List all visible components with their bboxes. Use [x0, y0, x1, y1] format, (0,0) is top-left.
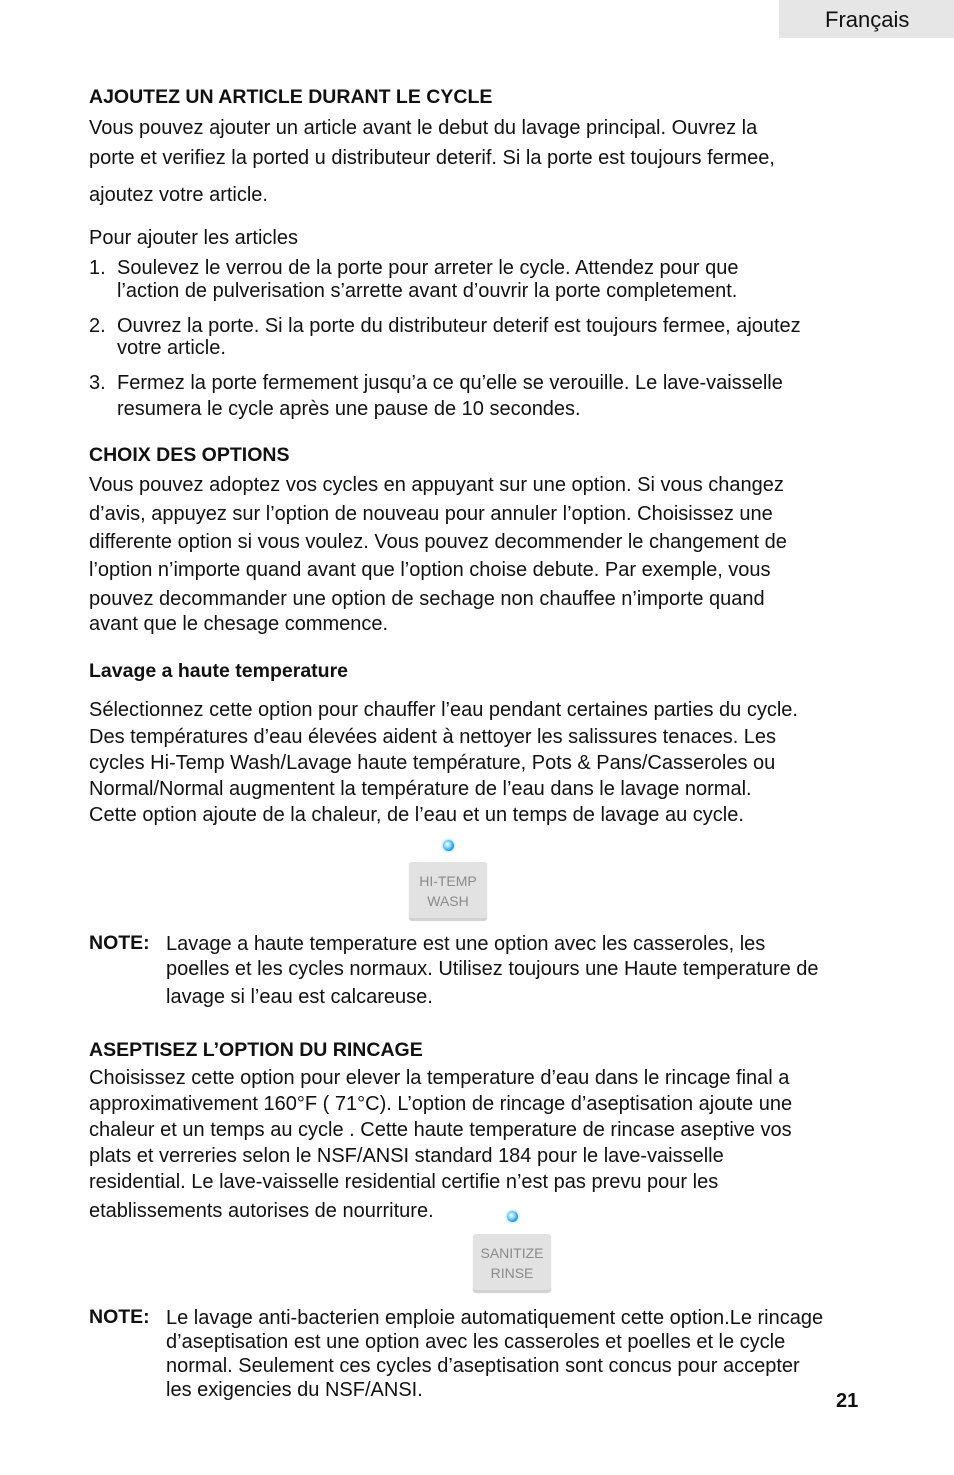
paragraph-line: cycles Hi-Temp Wash/Lavage haute température, Pots & Pans/Casseroles ou	[89, 752, 776, 774]
paragraph-line: porte et verifiez la ported u distributeur deterif. Si la porte est toujours fermee,	[89, 147, 775, 169]
button-label-line: SANITIZE	[480, 1245, 544, 1261]
note-line: Le lavage anti-bacterien emploie automatiquement cette option.Le rincage	[166, 1307, 824, 1329]
language-tab: Français	[779, 0, 954, 38]
page-number: 21	[836, 1390, 859, 1412]
paragraph-line: chaleur et un temps au cycle . Cette haute temperature de rincase aseptive vos	[89, 1119, 792, 1141]
note-label: NOTE:	[89, 1306, 150, 1328]
button-label-line: RINSE	[490, 1265, 534, 1281]
paragraph-line: Vous pouvez adoptez vos cycles en appuyant sur une option. Si vous changez	[89, 474, 784, 496]
paragraph-line: Cette option ajoute de la chaleur, de l’eau et un temps de lavage au cycle.	[89, 804, 744, 826]
note-line: les exigencies du NSF/ANSI.	[166, 1379, 423, 1401]
indicator-led-icon	[443, 840, 454, 851]
step-line: l’action de pulverisation s’arrette avant d’ouvrir la porte completement.	[117, 280, 738, 302]
section-title-add-item: AJOUTEZ UN ARTICLE DURANT LE CYCLE	[89, 86, 493, 108]
note-label: NOTE:	[89, 932, 150, 954]
paragraph-line: Choisissez cette option pour elever la temperature d’eau dans le rincage final a	[89, 1067, 790, 1089]
paragraph-line: Des températures d’eau élevées aident à nettoyer les salissures tenaces. Les	[89, 726, 777, 748]
step-line: Soulevez le verrou de la porte pour arreter le cycle. Attendez pour que	[117, 257, 739, 279]
steps-intro: Pour ajouter les articles	[89, 227, 298, 249]
paragraph-line: Sélectionnez cette option pour chauffer l’eau pendant certaines parties du cycle.	[89, 699, 798, 721]
paragraph-line: d’avis, appuyez sur l’option de nouveau pour annuler l’option. Choisissez une	[89, 503, 773, 525]
note-line: poelles et les cycles normaux. Utilisez toujours une Haute temperature de	[166, 958, 819, 980]
paragraph-line: plats et verreries selon le NSF/ANSI standard 184 pour le lave-vaisselle	[89, 1145, 724, 1167]
paragraph-line: etablissements autorises de nourriture.	[89, 1200, 434, 1222]
paragraph-line: l’option n’importe quand avant que l’option choise debute. Par exemple, vous	[89, 559, 771, 581]
section-title-options: CHOIX DES OPTIONS	[89, 444, 290, 466]
note-line: lavage si l’eau est calcareuse.	[166, 986, 433, 1008]
indicator-led-icon	[507, 1211, 518, 1222]
section-title-hi-temp: Lavage a haute temperature	[89, 660, 349, 682]
paragraph-line: avant que le chesage commence.	[89, 613, 389, 635]
paragraph-line: pouvez decommander une option de sechage non chauffee n’importe quand	[89, 588, 765, 610]
step-number: 2.	[89, 315, 106, 337]
sanitize-rinse-button[interactable]	[473, 1234, 551, 1292]
note-line: normal. Seulement ces cycles d’aseptisation sont concus pour accepter	[166, 1355, 800, 1377]
button-label-line: WASH	[427, 893, 469, 909]
hi-temp-wash-button[interactable]	[409, 862, 487, 920]
paragraph-line: residential. Le lave-vaisselle residential certifie n’est pas prevu pour les	[89, 1171, 719, 1193]
step-line: Fermez la porte fermement jusqu’a ce qu’elle se verouille. Le lave-vaisselle	[117, 372, 783, 394]
button-label-line: HI-TEMP	[419, 873, 477, 889]
section-title-sanitize: ASEPTISEZ L’OPTION DU RINCAGE	[89, 1039, 423, 1061]
note-line: d’aseptisation est une option avec les casseroles et poelles et le cycle	[166, 1331, 786, 1353]
step-number: 3.	[89, 372, 106, 394]
step-line: Ouvrez la porte. Si la porte du distributeur deterif est toujours fermee, ajoutez	[117, 315, 801, 337]
note-line: Lavage a haute temperature est une option avec les casseroles, les	[166, 933, 766, 955]
step-number: 1.	[89, 257, 106, 279]
paragraph-line: ajoutez votre article.	[89, 184, 268, 206]
paragraph-line: approximativement 160°F ( 71°C). L’option de rincage d’aseptisation ajoute une	[89, 1093, 793, 1115]
paragraph-line: Normal/Normal augmentent la température de l’eau dans le lavage normal.	[89, 778, 752, 800]
paragraph-line: differente option si vous voulez. Vous pouvez decommender le changement de	[89, 531, 787, 553]
paragraph-line: Vous pouvez ajouter un article avant le debut du lavage principal. Ouvrez la	[89, 117, 758, 139]
step-line: votre article.	[117, 337, 226, 359]
step-line: resumera le cycle après une pause de 10 secondes.	[117, 398, 581, 420]
